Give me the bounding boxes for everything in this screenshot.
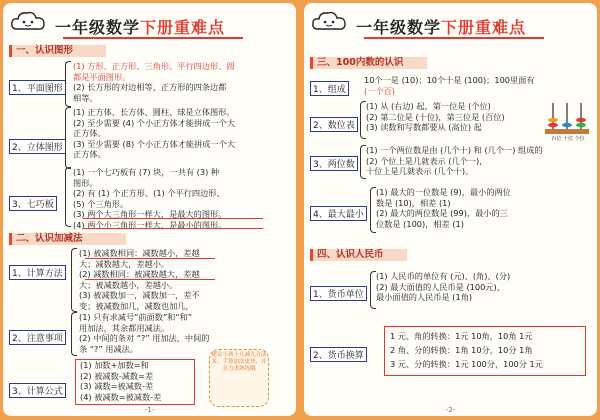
two-digit-points: (1) 一个两位数是由 (几个十) 和 (几个一) 组成的 (2) 个位上是几就表示 (几个一)， 十位上是几就表示 (几个十)。 [366, 145, 543, 176]
page-left [3, 3, 296, 416]
label-place-value: 2、数位表 [310, 117, 358, 132]
label-two-digit: 3、两位数 [310, 156, 358, 171]
label-calc-method: 1、计算方法 [9, 265, 66, 280]
cloud-icon [310, 9, 348, 33]
brace [65, 167, 71, 227]
section-numbers: 三、100内数的认识 [310, 57, 427, 69]
brace [65, 61, 71, 107]
place-value-points: (1) 从 (右边) 起，第一位是 (个位) (2) 第二位是 (十位)，第三位是 (百位) (3) 读数和写数都要从 (高位) 起 [366, 101, 505, 132]
page-number: -1- [144, 406, 155, 414]
brace [71, 312, 77, 356]
tangram-points: (1) 一个七巧板有 (7) 块，一共有 (3) 种 图形。 (2) 有 (1) 个正方形、(1) 个平行四边形、 (5) 个三角形。 (3) 两个大三角形一样大，是最大的图形。 (4) 两个小三角形一样大，是最小的图形。 [73, 167, 227, 230]
formula-list: (1) 加数+加数=和 (2) 被减数-减数=差 (3) 减数=被减数-差 (4) 被减数=被减数-差 [80, 360, 162, 402]
max-min-points: (1) 最大的一位数是 (9)，最小的两位 数是 (10)，相差 (1) (2) 最大的两位数是 (99)，最小的三 位数是 (100)，相差 (1) [376, 187, 511, 229]
label-plane-shapes: 1、平面图形 [9, 80, 66, 95]
section-money: 四、认识人民币 [310, 249, 407, 261]
title-underline [63, 37, 243, 39]
label-currency-convert: 2、货币换算 [310, 347, 367, 362]
highlight-underline [83, 228, 263, 229]
plane-point-1: (1) 方形、正方形、三角形、平行四边形、圆 都是平面图形。 (2) 长方形的对边相等，正方形的四条边都 相等。 [73, 61, 235, 103]
brace [71, 248, 77, 312]
label-formulas: 3、计算公式 [9, 383, 66, 398]
highlight-underline [83, 218, 263, 219]
abacus-icon [544, 99, 590, 137]
currency-unit-points: (1) 人民币的单位有 (元)、(角)、(分) (2) 最大面值的人民币是 (100元)， 最小面值的人民币是 (1角) [376, 271, 511, 302]
notes-points: (1) 只有求减号“前面数”和“和” 用加法，其余都用减法。 (2) 中间的条对 “?” 用加法，中间的 条 “?” 用减法。 [79, 312, 210, 354]
label-max-min: 4、最大最小 [310, 206, 367, 221]
calc-points: (1) 被减数相同：减数越小，差越 大；减数越大，差越小。 (2) 减数相同：被减数越大，差越 大；被减数越小，差越小。 (3) 被减数加一，减数加一，差不 变；被减数加几，减数也加几， [79, 248, 200, 311]
highlight-underline [85, 279, 215, 280]
conversion-list: 1 元、角的转换：1元 10角，10角 1元 2 角、分的转换：1角 10分，10分 1角 3 元、分的转换：1元 100分，100分 1元 [390, 331, 543, 369]
page-title: 一年级数学下册重难点 [356, 18, 527, 37]
highlight-underline [85, 258, 215, 259]
label-notes: 2、注意事项 [9, 330, 66, 345]
brace [65, 107, 71, 169]
abacus-labels: 百位 十位 个位 [551, 136, 585, 142]
label-currency-unit: 1、货币单位 [310, 286, 367, 301]
section-add-sub: 二、认识加减法 [9, 233, 126, 245]
label-tangram: 3、七巧板 [9, 196, 57, 211]
cloud-icon [9, 9, 47, 33]
label-composition: 1、组成 [310, 81, 349, 96]
title-underline [364, 37, 544, 39]
tip-note: 建议小孩十几减九方法多，手算加法更快，并且力求熟练哦 [209, 349, 269, 407]
page-number: -2- [445, 406, 456, 414]
page-title: 一年级数学下册重难点 [55, 18, 226, 37]
label-solid-shapes: 2、立体图形 [9, 139, 66, 154]
solid-points: (1) 正方体、长方体、圆柱、球是立体图形。 (2) 至少需要 (4) 个小正方体才能拼成一个大 正方体。 (3) 至少需要 (8) 个小正方体才能拼成一个大 正方体。 [73, 107, 236, 159]
section-shapes: 一、认识图形 [9, 45, 106, 57]
composition-text: 10个一是 (10)；10个十是 (100)；100里面有 (一个百) [364, 75, 535, 96]
page-right [304, 3, 597, 416]
